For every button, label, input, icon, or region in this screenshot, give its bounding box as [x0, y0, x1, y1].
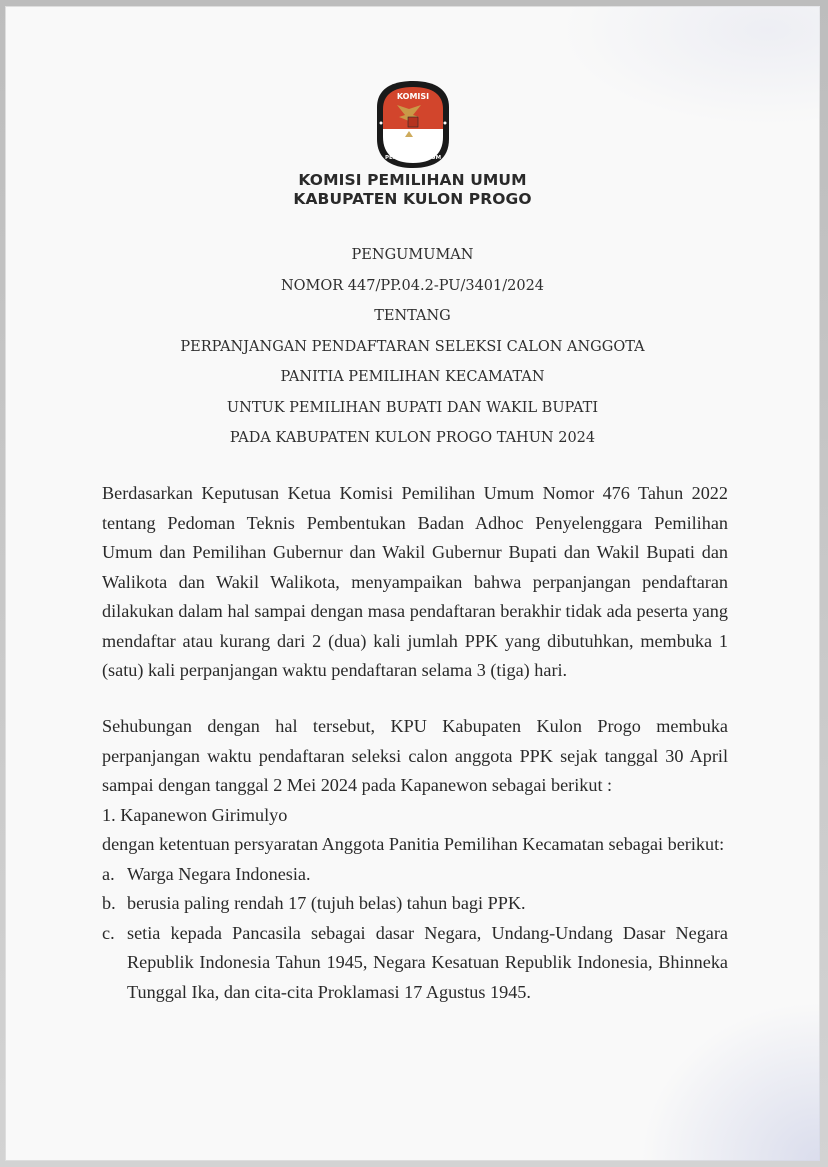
- requirement-marker: b.: [102, 893, 116, 913]
- requirement-text: setia kepada Pancasila sebagai dasar Negara, Undang-Undang Dasar Negara Republik Indonesia Tahun 1945, Negara Kesatuan Republik Indonesia, Bhinneka Tunggal Ika, dan cita-cita Proklamasi 17 Agustus 1945.: [127, 922, 728, 1002]
- requirement-item: [102, 860, 728, 890]
- title-number: NOMOR 447/PP.04.2-PU/3401/2024: [280, 277, 545, 294]
- kapanewon-marker: 1.: [102, 804, 116, 825]
- logo-top-text: KOMISI: [396, 92, 430, 101]
- requirement-item: [102, 889, 728, 919]
- title-about: TENTANG: [374, 308, 451, 324]
- logo-bottom-text: PEMILIHAN UMUM: [384, 155, 442, 161]
- kpu-logo-icon: [375, 79, 451, 169]
- requirements-list: [102, 860, 728, 1008]
- title-subject-2: PANITIA PEMILIHAN KECAMATAN: [280, 369, 545, 385]
- document-page: [5, 6, 820, 1161]
- announcement-body: [102, 712, 728, 1007]
- kapanewon-item: [102, 801, 728, 831]
- requirement-item: [102, 919, 728, 1008]
- announcement-title: [5, 240, 820, 454]
- title-subject-3: UNTUK PEMILIHAN BUPATI DAN WAKIL BUPATI: [226, 399, 599, 416]
- title-type: PENGUMUMAN: [351, 247, 474, 263]
- org-region: KABUPATEN KULON PROGO: [293, 190, 532, 208]
- kapanewon-name: Kapanewon Girimulyo: [120, 804, 288, 825]
- requirement-text: Warga Negara Indonesia.: [127, 863, 311, 884]
- paragraph-extension: Sehubungan dengan hal tersebut, KPU Kabupaten Kulon Progo membuka perpanjangan waktu pendaftaran seleksi calon anggota PPK sejak tanggal 30 April sampai dengan tanggal 2 Mei 2024 pada Kapanewon sebagai berikut :: [102, 716, 728, 795]
- title-subject-4: PADA KABUPATEN KULON PROGO TAHUN 2024: [229, 430, 596, 446]
- paragraph-basis: Berdasarkan Keputusan Ketua Komisi Pemilihan Umum Nomor 476 Tahun 2022 tentang Pedoman Teknis Pembentukan Badan Adhoc Penyelenggara Pemilihan Umum dan Pemilihan Gubernur dan Wakil Gubernur Bupati dan Wakil Bupati dan Walikota dan Wakil Walikota, menyampaikan bahwa perpanjangan pendaftaran dilakukan dalam hal sampai dengan masa pendaftaran berakhir tidak ada peserta yang mendaftar atau kurang dari 2 (dua) kali jumlah PPK yang dibutuhkan, membuka 1 (satu) kali perpanjangan waktu pendaftaran selama 3 (tiga) hari.: [102, 483, 728, 680]
- requirement-marker: a.: [102, 863, 115, 884]
- requirement-marker: c.: [102, 922, 115, 943]
- requirement-text: berusia paling rendah 17 (tujuh belas) tahun bagi PPK.: [127, 893, 526, 913]
- org-name: KOMISI PEMILIHAN UMUM: [298, 171, 527, 189]
- title-subject-1: PERPANJANGAN PENDAFTARAN SELEKSI CALON ANGGOTA: [180, 338, 645, 355]
- requirements-intro: dengan ketentuan persyaratan Anggota Panitia Pemilihan Kecamatan sebagai berikut:: [102, 834, 725, 854]
- kapanewon-list: [102, 801, 728, 831]
